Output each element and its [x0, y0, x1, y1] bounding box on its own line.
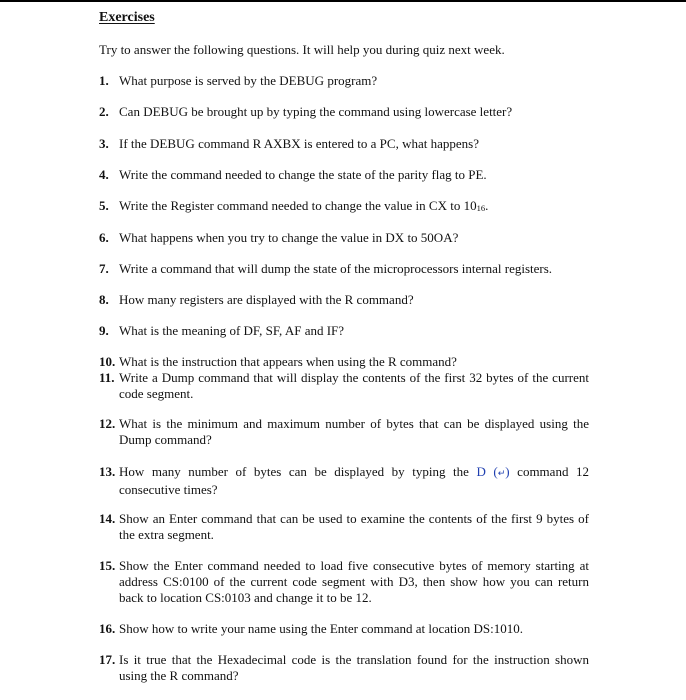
question-number: 4. [99, 167, 109, 182]
question-8 [99, 292, 589, 308]
question-text: What purpose is served by the DEBUG program? [119, 73, 378, 88]
top-border-line [0, 0, 686, 2]
question-text [119, 198, 589, 216]
question-number: 9. [99, 323, 109, 338]
question-text: Show an Enter command that can be used to examine the contents of the first 9 bytes of the extra segment. [119, 511, 589, 542]
enter-key-icon: ↵ [497, 469, 506, 479]
question-number: 5. [99, 198, 109, 213]
dump-command-letter: D [476, 464, 486, 479]
question-number: 15. [99, 558, 116, 573]
question-text: Show how to write your name using the Enter command at location DS:1010. [119, 621, 524, 636]
question-text: What happens when you try to change the value in DX to 50OA? [119, 230, 459, 245]
question-number: 3. [99, 136, 109, 151]
subscript-base: 16 [476, 203, 486, 213]
question-1 [99, 73, 589, 89]
question-number: 8. [99, 292, 109, 307]
question-16 [99, 621, 589, 637]
question-7 [99, 261, 589, 277]
question-15 [99, 558, 589, 606]
question-number: 16. [99, 621, 116, 636]
intro-text: Try to answer the following questions. It will help you during quiz next week. [99, 42, 505, 57]
question-text [119, 464, 589, 498]
question-number: 14. [99, 511, 116, 526]
question-number: 2. [99, 104, 109, 119]
command-paren-open: ( [485, 464, 498, 479]
question-text-after: command 12 consecutive times? [119, 464, 589, 497]
question-number: 1. [99, 73, 109, 88]
question-text: What is the meaning of DF, SF, AF and IF? [119, 323, 345, 338]
question-number: 11. [99, 370, 115, 385]
question-text: What is the minimum and maximum number of bytes that can be displayed using the Dump command? [119, 416, 589, 447]
question-number: 7. [99, 261, 109, 276]
question-text: Can DEBUG be brought up by typing the command using lowercase letter? [119, 104, 513, 119]
question-12 [99, 416, 589, 448]
question-text-before: How many number of bytes can be displayed by typing the [119, 464, 477, 479]
question-number: 10. [99, 354, 116, 369]
question-text: What is the instruction that appears when using the R command? [119, 354, 457, 369]
question-number: 13. [99, 464, 116, 479]
question-text-before: Write the Register command needed to change the value in CX to 10 [119, 198, 477, 213]
question-number: 17. [99, 652, 116, 667]
question-text: Write the command needed to change the state of the parity flag to PE. [119, 167, 487, 182]
question-17 [99, 652, 589, 684]
question-number: 6. [99, 230, 109, 245]
question-4 [99, 167, 589, 183]
question-11 [99, 370, 589, 402]
question-text: Show the Enter command needed to load five consecutive bytes of memory starting at address CS:0100 of the current code segment with D3, then show how you can return back to location CS:0103 and change it to be 12. [119, 558, 589, 605]
question-text: If the DEBUG command R AXBX is entered to a PC, what happens? [119, 136, 479, 151]
question-3 [99, 136, 589, 152]
question-text-after: . [485, 198, 489, 213]
question-text: Write a command that will dump the state of the microprocessors internal registers. [119, 261, 553, 276]
question-6 [99, 230, 589, 246]
question-13 [99, 464, 589, 498]
question-2 [99, 104, 589, 120]
question-9 [99, 323, 589, 339]
question-5 [99, 198, 589, 216]
question-number: 12. [99, 416, 116, 431]
question-text: How many registers are displayed with the R command? [119, 292, 414, 307]
question-14 [99, 511, 589, 543]
command-paren-close: ) [505, 464, 510, 479]
question-10 [99, 354, 589, 370]
exercises-heading: Exercises [99, 10, 155, 25]
question-text: Is it true that the Hexadecimal code is the translation found for the instruction shown using the R command? [119, 652, 589, 683]
question-text: Write a Dump command that will display the contents of the first 32 bytes of the current code segment. [119, 370, 589, 401]
